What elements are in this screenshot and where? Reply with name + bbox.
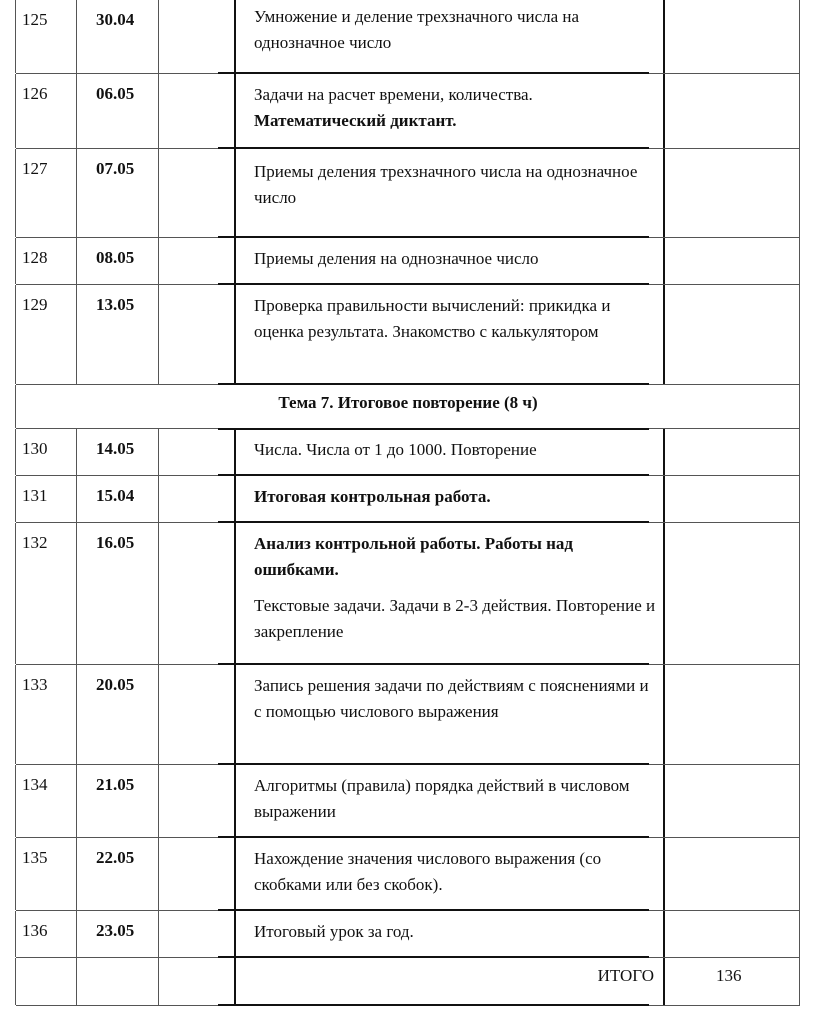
lesson-topic: Проверка правильности вычислений: прикидка и оценка результата. Знакомство с калькулятором xyxy=(254,296,611,341)
lesson-number: 128 xyxy=(22,248,48,267)
table-row xyxy=(16,285,800,385)
lesson-number: 125 xyxy=(22,10,48,29)
lesson-topic: Итоговый урок за год. xyxy=(254,922,414,941)
table-row xyxy=(16,523,800,665)
lesson-date: 13.05 xyxy=(96,295,135,314)
section-header-row xyxy=(16,385,800,429)
total-value: 136 xyxy=(716,966,742,985)
lesson-date: 06.05 xyxy=(96,84,135,103)
lesson-topic: Числа. Числа от 1 до 1000. Повторение xyxy=(254,440,537,459)
lesson-topic: Анализ контрольной работы. Работы над ошибками. Текстовые задачи. Задачи в 2-3 действия. Повторение и закрепление xyxy=(254,534,656,641)
lesson-number: 134 xyxy=(22,775,48,794)
lesson-topic: Алгоритмы (правила) порядка действий в числовом выражении xyxy=(254,776,630,821)
table-row xyxy=(16,911,800,958)
lesson-number: 135 xyxy=(22,848,48,867)
table-row xyxy=(16,238,800,285)
lesson-date: 14.05 xyxy=(96,439,135,458)
table-row xyxy=(16,149,800,238)
table-row xyxy=(16,429,800,476)
lesson-number: 126 xyxy=(22,84,48,103)
lesson-date: 20.05 xyxy=(96,675,135,694)
total-label: ИТОГО xyxy=(597,966,654,985)
lesson-date: 08.05 xyxy=(96,248,135,267)
table-row xyxy=(16,665,800,765)
lesson-date: 21.05 xyxy=(96,775,135,794)
lesson-topic: Умножение и деление трехзначного числа на однозначное число xyxy=(254,7,580,52)
table-row xyxy=(16,476,800,523)
table-row xyxy=(16,838,800,911)
lesson-number: 133 xyxy=(22,675,48,694)
lesson-date: 16.05 xyxy=(96,533,135,552)
lesson-number: 130 xyxy=(22,439,48,458)
lesson-number: 136 xyxy=(22,921,48,940)
lesson-date: 15.04 xyxy=(96,486,135,505)
lesson-number: 131 xyxy=(22,486,48,505)
lesson-number: 129 xyxy=(22,295,48,314)
lesson-topic: Итоговая контрольная работа. xyxy=(254,487,491,506)
table-row xyxy=(16,0,800,74)
lesson-topic: Задачи на расчет времени, количества. Математический диктант. xyxy=(254,85,533,130)
section-title: Тема 7. Итоговое повторение (8 ч) xyxy=(278,393,538,412)
lesson-date: 23.05 xyxy=(96,921,135,940)
lesson-date: 30.04 xyxy=(96,10,135,29)
lesson-date: 07.05 xyxy=(96,159,135,178)
lesson-topic: Приемы деления на однозначное число xyxy=(254,249,539,268)
table-row xyxy=(16,765,800,838)
lesson-topic: Запись решения задачи по действиям с пояснениями и с помощью числового выражения xyxy=(254,676,649,721)
lesson-topic: Приемы деления трехзначного числа на однозначное число xyxy=(254,162,638,207)
lesson-date: 22.05 xyxy=(96,848,135,867)
lesson-number: 132 xyxy=(22,533,48,552)
lesson-number: 127 xyxy=(22,159,48,178)
total-row xyxy=(16,958,800,1006)
table-row xyxy=(16,74,800,149)
lesson-topic: Нахождение значения числового выражения (со скобками или без скобок). xyxy=(254,849,602,894)
